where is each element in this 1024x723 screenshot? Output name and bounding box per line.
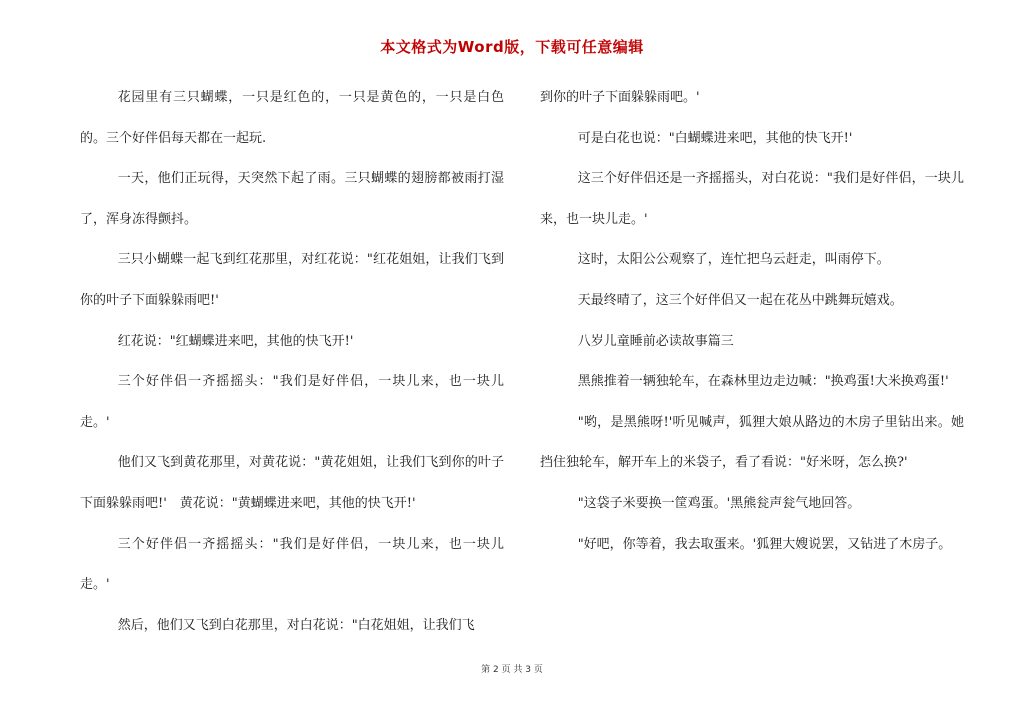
paragraph: 三个好伴侣一齐摇摇头："我们是好伴侣，一块儿来，也一块儿走。' (80, 536, 504, 593)
paragraph: 一天，他们正玩得，天突然下起了雨。三只蝴蝶的翅膀都被雨打湿了，浑身冻得颤抖。 (80, 171, 504, 227)
paragraph: 黑熊推着一辆独轮车，在森林里边走边喊："换鸡蛋!大米换鸡蛋!' (577, 374, 949, 390)
paragraph: 可是白花也说："白蝴蝶进来吧，其他的快飞开!' (577, 130, 853, 146)
paragraph: "好吧，你等着，我去取蛋来。'狐狸大嫂说罢，又钻进了木房子。 (577, 536, 952, 552)
paragraph: 这时，太阳公公观察了，连忙把乌云赶走，叫雨停下。 (577, 252, 890, 268)
paragraph: 花园里有三只蝴蝶，一只是红色的，一只是黄色的，一只是白色的。三个好伴侣每天都在一起玩. (80, 90, 504, 146)
left-text-column (80, 78, 504, 646)
paragraph: 三个好伴侣一齐摇摇头："我们是好伴侣，一块儿来，也一块儿走。' (80, 374, 504, 430)
paragraph: 然后，他们又飞到白花那里，对白花说："白花姐姐，让我们飞 (117, 617, 475, 633)
page-number-footer: 第 2 页 共 3 页 (481, 665, 543, 675)
right-text-column (540, 78, 964, 565)
paragraph: 这三个好伴侣还是一齐摇摇头，对白花说："我们是好伴侣，一块儿来，也一块儿走。' (540, 171, 964, 227)
paragraph: 红花说："红蝴蝶进来吧，其他的快飞开!' (117, 333, 354, 349)
section-heading: 八岁儿童睡前必读故事篇三 (577, 333, 734, 349)
paragraph-continuation: 到你的叶子下面躲躲雨吧。' (540, 90, 700, 105)
paragraph: 天最终晴了，这三个好伴侣又一起在花丛中跳舞玩嬉戏。 (577, 292, 903, 308)
paragraph: "这袋子米要换一筐鸡蛋。'黑熊瓮声瓮气地回答。 (577, 495, 861, 511)
paragraph: "哟，是黑熊呀!'听见喊声，狐狸大娘从路边的木房子里钻出来。她挡住独轮车，解开车上的米袋子，看了看说："好米呀，怎么换?' (540, 414, 964, 471)
paragraph: 他们又飞到黄花那里，对黄花说："黄花姐姐，让我们飞到你的叶子下面躲躲雨吧!' 黄花说："黄蝴蝶进来吧，其他的快飞开!' (80, 455, 504, 511)
paragraph: 三只小蝴蝶一起飞到红花那里，对红花说："红花姐姐，让我们飞到你的叶子下面躲躲雨吧!' (80, 252, 504, 308)
document-banner: 本文格式为Word版，下载可任意编辑 (380, 38, 644, 56)
